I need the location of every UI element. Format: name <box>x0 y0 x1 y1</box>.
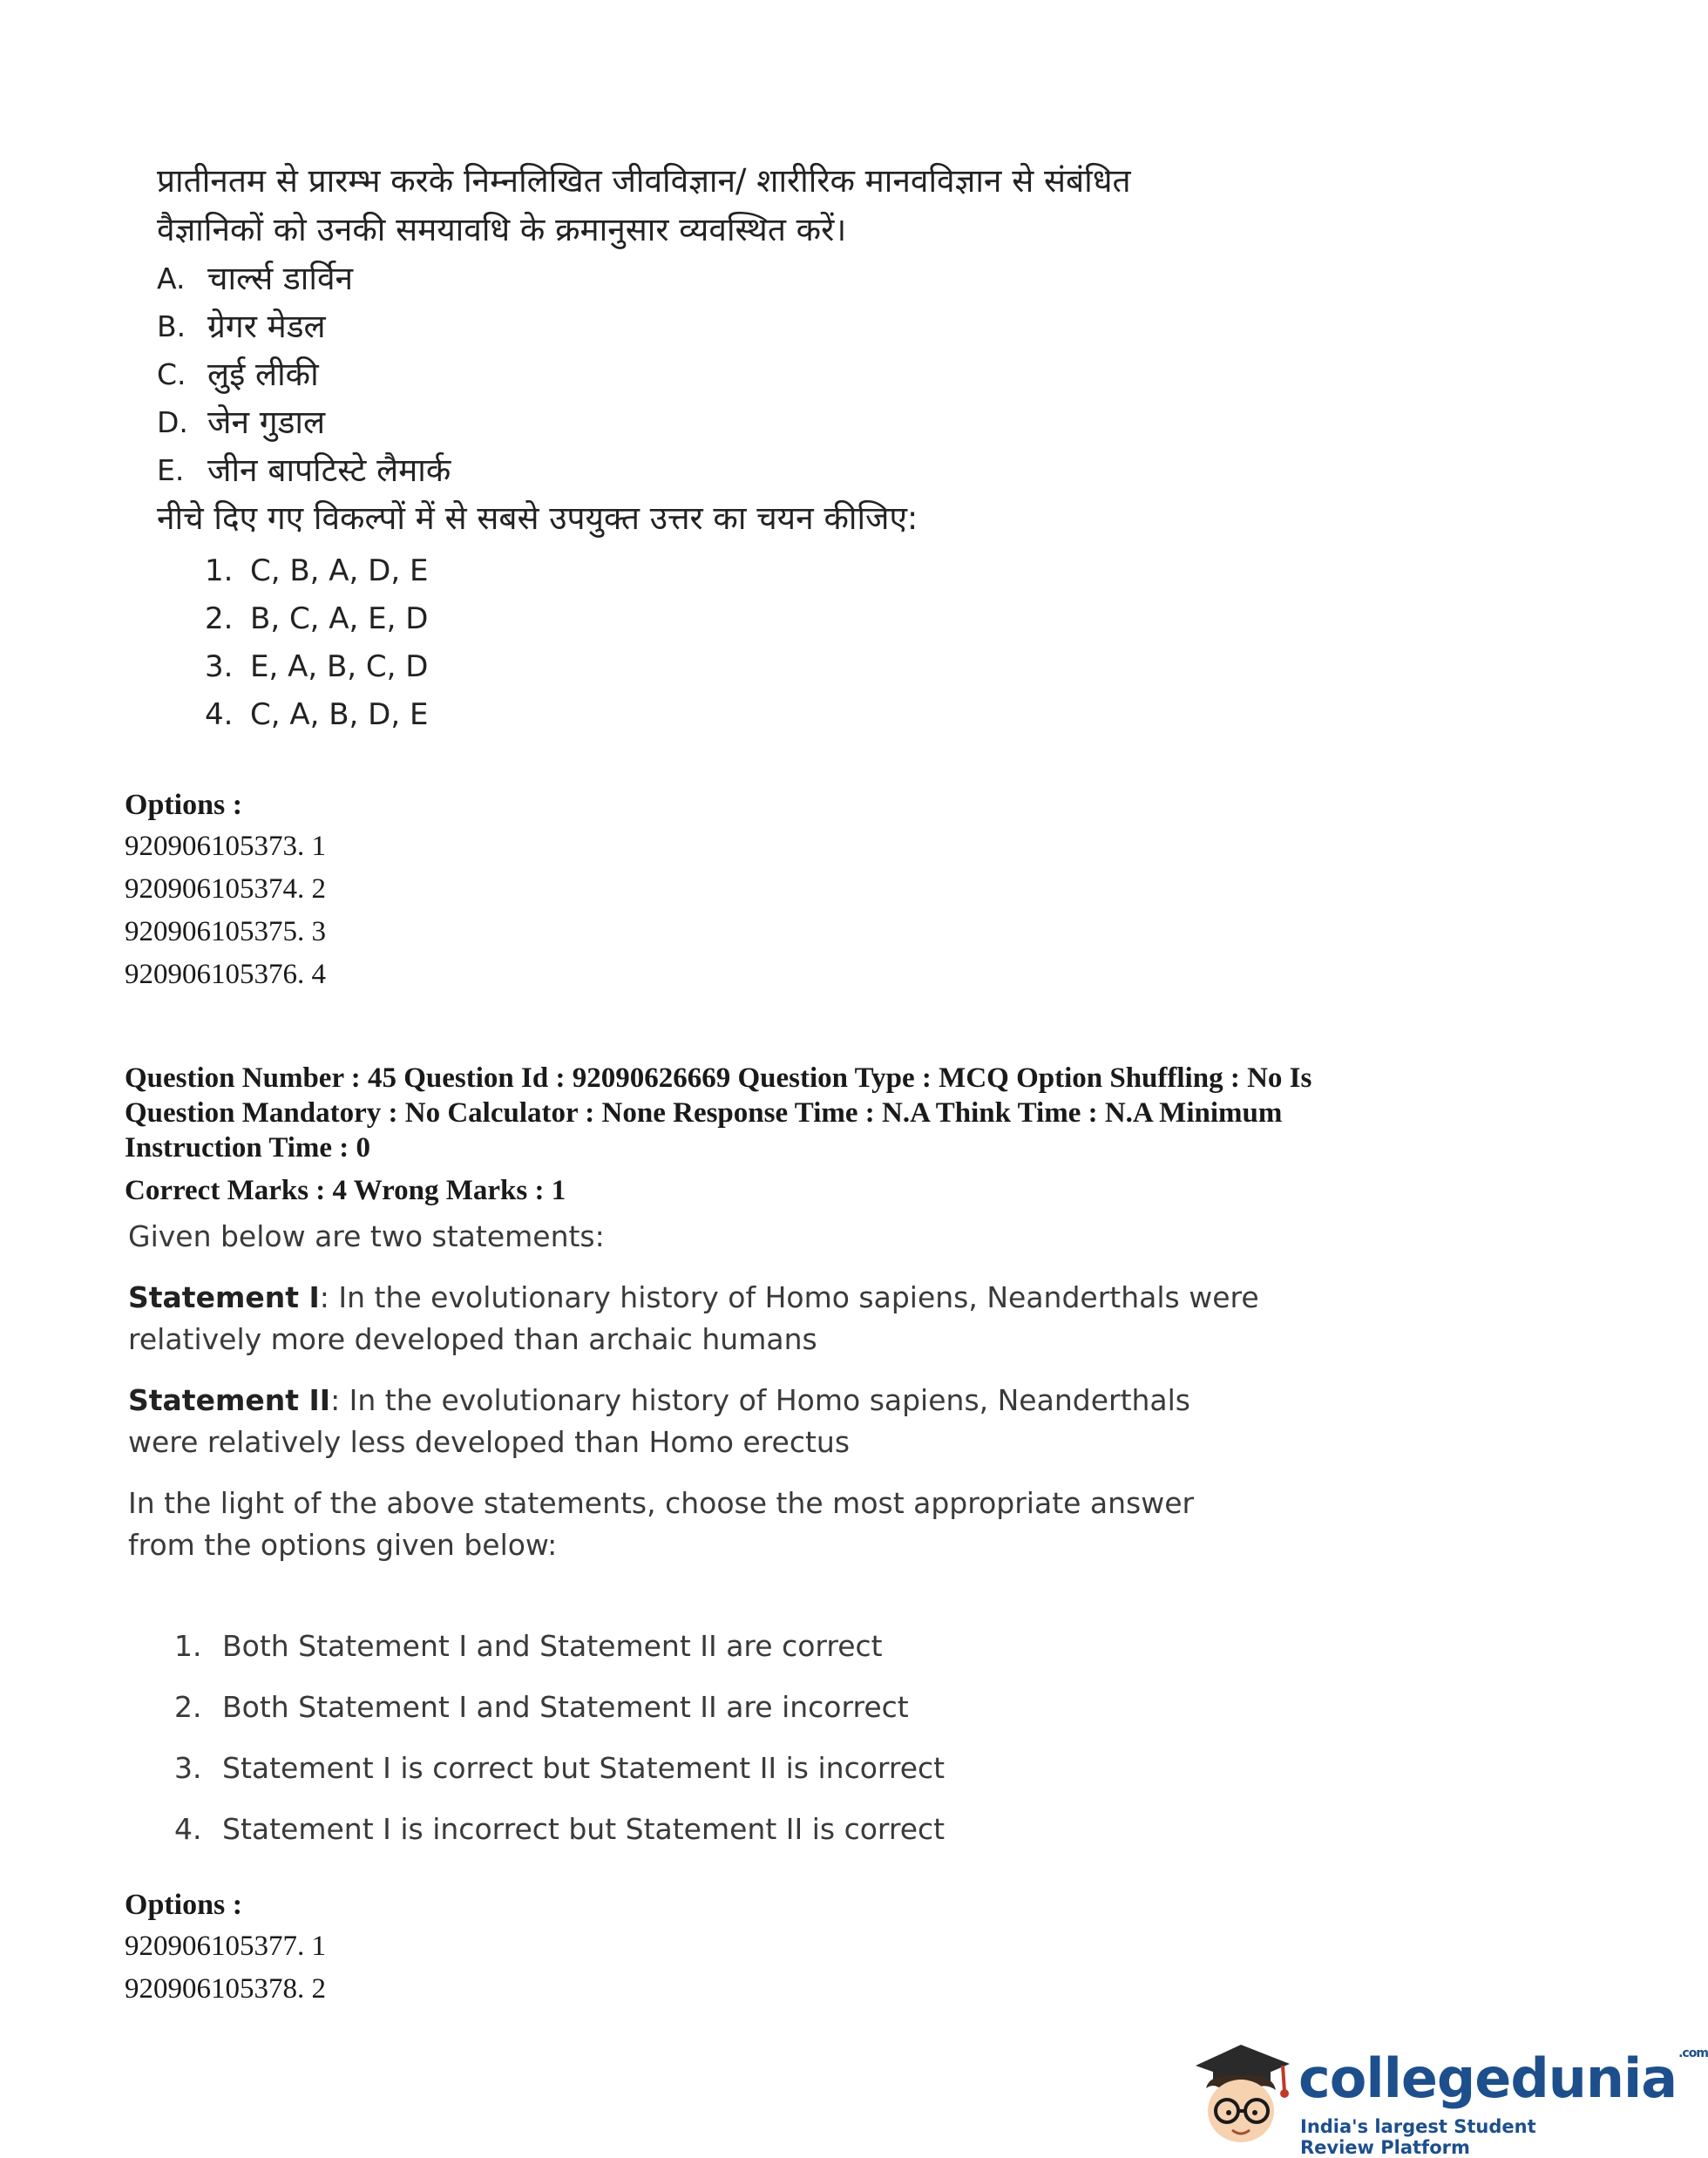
choice-text: Statement I is incorrect but Statement II is correct <box>222 1811 946 1846</box>
item-letter: B. <box>157 309 186 343</box>
statement-2-text: : In the evolutionary history of Homo sapiens, Neanderthals <box>330 1383 1191 1417</box>
meta-line: Question Number : 45 Question Id : 92090626669 Question Type : MCQ Option Shuffling : No Is <box>125 1062 1312 1094</box>
prompt-text: In the light of the above statements, choose the most appropriate answer <box>128 1486 1195 1520</box>
choice-number: 1. <box>174 1628 202 1663</box>
marks-line: Correct Marks : 4 Wrong Marks : 1 <box>125 1175 566 1206</box>
choice-list <box>205 546 1203 738</box>
choice-number: 2. <box>205 601 234 636</box>
options-block <box>125 789 326 996</box>
option-line: 920906105375. 3 <box>125 916 326 947</box>
meta-line: Question Mandatory : No Calculator : None Response Time : N.A Think Time : N.A Minimum <box>125 1097 1283 1129</box>
choice-number: 4. <box>174 1811 202 1846</box>
question-text-line: वैज्ञानिकों को उनकी समयावधि के क्रमानुसार व्यवस्थित करें। <box>157 211 847 248</box>
brand-tagline: India's largest Student Review Platform <box>1300 2116 1536 2158</box>
choice-item <box>205 642 1203 690</box>
choice-list <box>174 1615 1261 1859</box>
option-line: 920906105376. 4 <box>125 959 326 990</box>
question-text-line: प्रातीनतम से प्रारम्भ करके निम्नलिखित जीवविज्ञान/ शारीरिक मानवविज्ञान से संबंधित <box>157 162 1131 200</box>
choice-item <box>174 1615 1261 1676</box>
options-block <box>125 1889 326 2011</box>
choice-text: Both Statement I and Statement II are incorrect <box>222 1689 909 1724</box>
statement-2-cont: were relatively less developed than Homo erectus <box>128 1425 851 1459</box>
item-letter: E. <box>157 452 185 487</box>
choice-number: 1. <box>205 553 234 588</box>
option-line: 920906105374. 2 <box>125 873 326 905</box>
brand-name <box>1298 2046 1708 2110</box>
options-heading: Options : <box>125 789 243 821</box>
brand-wordmark: collegedunia <box>1298 2046 1678 2110</box>
intro-text: Given below are two statements: <box>128 1219 605 1253</box>
item-text: ग्रेगर मेडल <box>207 307 326 345</box>
statement-2-label: Statement II <box>128 1383 331 1417</box>
statement-1-cont: relatively more developed than archaic humans <box>128 1322 817 1356</box>
choice-text: B, C, A, E, D <box>250 601 429 636</box>
item-text: चार्ल्स डार्विन <box>207 259 354 297</box>
item-text: जीन बापटिस्टे लैमार्क <box>207 451 451 489</box>
choice-text: C, B, A, D, E <box>250 553 429 588</box>
instruction-text: नीचे दिए गए विकल्पों में से सबसे उपयुक्त उत्तर का चयन कीजिए: <box>157 499 918 537</box>
list-item <box>157 350 1203 398</box>
statement-1 <box>128 1277 1261 1319</box>
choice-text: C, A, B, D, E <box>250 696 429 732</box>
item-text: लुई लीकी <box>207 355 319 393</box>
choice-item <box>174 1737 1261 1798</box>
english-question <box>128 1216 1261 1859</box>
choice-item <box>174 1798 1261 1859</box>
prompt-text: from the options given below: <box>128 1528 558 1562</box>
item-letter: C. <box>157 356 186 391</box>
item-letter: D. <box>157 404 188 439</box>
statement-1-text: : In the evolutionary history of Homo sapiens, Neanderthals were <box>319 1280 1259 1314</box>
option-line: 920906105378. 2 <box>125 1973 326 2005</box>
choice-number: 4. <box>205 696 234 732</box>
choice-item <box>205 690 1203 738</box>
option-line: 920906105377. 1 <box>125 1931 326 1962</box>
choice-item <box>205 546 1203 594</box>
item-letter: A. <box>157 261 186 295</box>
list-item <box>157 398 1203 446</box>
choice-number: 3. <box>205 648 234 684</box>
list-item <box>157 254 1203 302</box>
brand-suffix: .com <box>1678 2046 1708 2060</box>
list-item <box>157 302 1203 350</box>
options-heading: Options : <box>125 1889 243 1921</box>
list-item <box>157 446 1203 494</box>
statement-1-label: Statement I <box>128 1280 320 1314</box>
meta-line: Instruction Time : 0 <box>125 1132 371 1164</box>
hindi-question <box>157 157 1203 738</box>
choice-number: 2. <box>174 1689 202 1724</box>
option-line: 920906105373. 1 <box>125 831 326 862</box>
mascot-logo-icon <box>1187 2038 1296 2151</box>
question-meta <box>125 1061 1484 1165</box>
choice-number: 3. <box>174 1750 202 1785</box>
choice-item <box>205 594 1203 642</box>
choice-item <box>174 1676 1261 1737</box>
choice-text: E, A, B, C, D <box>250 648 429 684</box>
statement-2 <box>128 1380 1261 1422</box>
choice-text: Both Statement I and Statement II are correct <box>222 1628 883 1663</box>
item-text: जेन गुडाल <box>207 403 326 441</box>
choice-text: Statement I is correct but Statement II is incorrect <box>222 1750 946 1785</box>
